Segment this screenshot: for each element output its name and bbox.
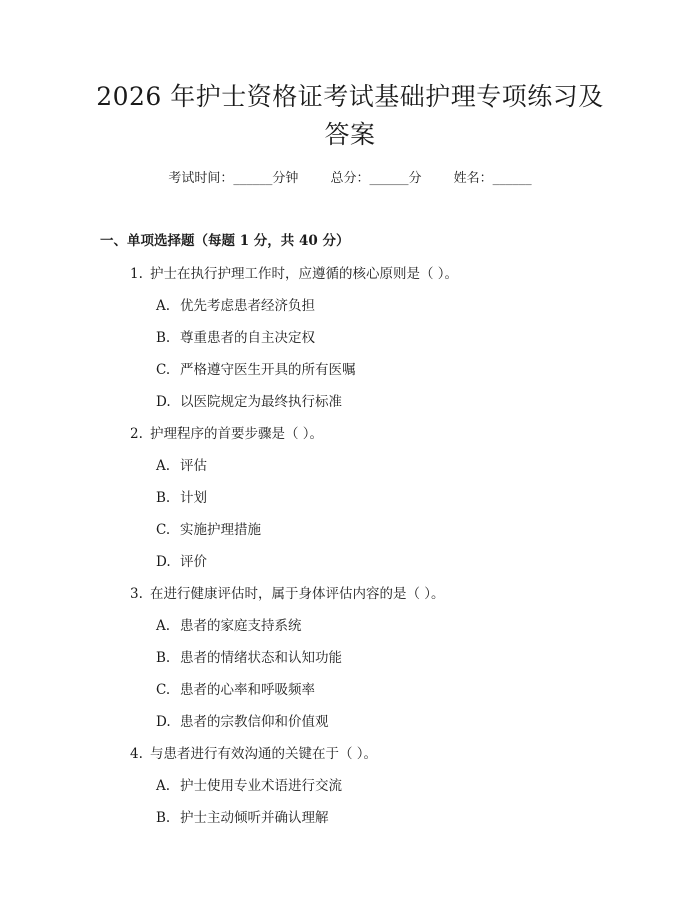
question-1-option-b (156, 326, 315, 346)
option-text: 患者的家庭支持系统 (180, 618, 302, 634)
question-4 (130, 742, 377, 762)
option-letter: D. (156, 554, 171, 570)
question-2-option-c (156, 518, 261, 538)
question-2 (130, 422, 323, 442)
option-letter: C. (156, 522, 171, 538)
option-letter: A. (156, 618, 171, 634)
option-letter: C. (156, 362, 171, 378)
question-text: 与患者进行有效沟通的关键在于（ ）。 (150, 746, 378, 762)
question-3-option-b (156, 646, 342, 666)
question-text: 护理程序的首要步骤是（ ）。 (150, 426, 324, 442)
option-text: 严格遵守医生开具的所有医嘱 (180, 362, 356, 378)
document-title (90, 78, 610, 154)
question-text: 在进行健康评估时，属于身体评估内容的是（ ）。 (150, 586, 445, 602)
option-letter: B. (156, 330, 171, 346)
option-text: 以医院规定为最终执行标准 (180, 394, 342, 410)
question-number: 2. (130, 426, 143, 442)
question-1-option-a (156, 294, 315, 314)
option-letter: D. (156, 394, 171, 410)
option-text: 计划 (180, 490, 207, 506)
question-2-option-b (156, 486, 207, 506)
question-3 (130, 582, 445, 602)
question-text: 护士在执行护理工作时，应遵循的核心原则是（ ）。 (150, 266, 459, 282)
option-text: 护士主动倾听并确认理解 (180, 810, 329, 826)
question-number: 1. (130, 266, 143, 282)
option-letter: D. (156, 714, 171, 730)
option-letter: B. (156, 650, 171, 666)
question-3-option-c (156, 678, 315, 698)
question-2-option-d (156, 550, 207, 570)
question-1 (130, 262, 458, 282)
option-text: 评价 (180, 554, 207, 570)
question-2-option-a (156, 454, 207, 474)
question-4-option-b (156, 806, 329, 826)
exam-time: 考试时间：______分钟 (168, 171, 299, 186)
student-name: 姓名：______ (453, 171, 532, 186)
option-letter: A. (156, 458, 171, 474)
title-line-2: 答案 (324, 120, 376, 149)
total-score: 总分：______分 (330, 171, 422, 186)
question-number: 4. (130, 746, 143, 762)
option-text: 患者的宗教信仰和价值观 (180, 714, 329, 730)
exam-meta (0, 167, 700, 186)
section-heading: 一、单项选择题（每题 1 分，共 40 分） (100, 233, 350, 249)
option-letter: C. (156, 682, 171, 698)
question-1-option-c (156, 358, 356, 378)
question-number: 3. (130, 586, 143, 602)
option-letter: B. (156, 810, 171, 826)
option-text: 护士使用专业术语进行交流 (180, 778, 342, 794)
option-text: 患者的情绪状态和认知功能 (180, 650, 342, 666)
option-text: 实施护理措施 (180, 522, 261, 538)
option-letter: A. (156, 778, 171, 794)
question-1-option-d (156, 390, 342, 410)
option-text: 患者的心率和呼吸频率 (180, 682, 315, 698)
option-text: 评估 (180, 458, 207, 474)
question-4-option-a (156, 774, 342, 794)
option-letter: B. (156, 490, 171, 506)
option-text: 尊重患者的自主决定权 (180, 330, 315, 346)
question-3-option-d (156, 710, 329, 730)
question-3-option-a (156, 614, 302, 634)
option-letter: A. (156, 298, 171, 314)
title-line-1: 2026 年护士资格证考试基础护理专项练习及 (96, 82, 604, 111)
option-text: 优先考虑患者经济负担 (180, 298, 315, 314)
